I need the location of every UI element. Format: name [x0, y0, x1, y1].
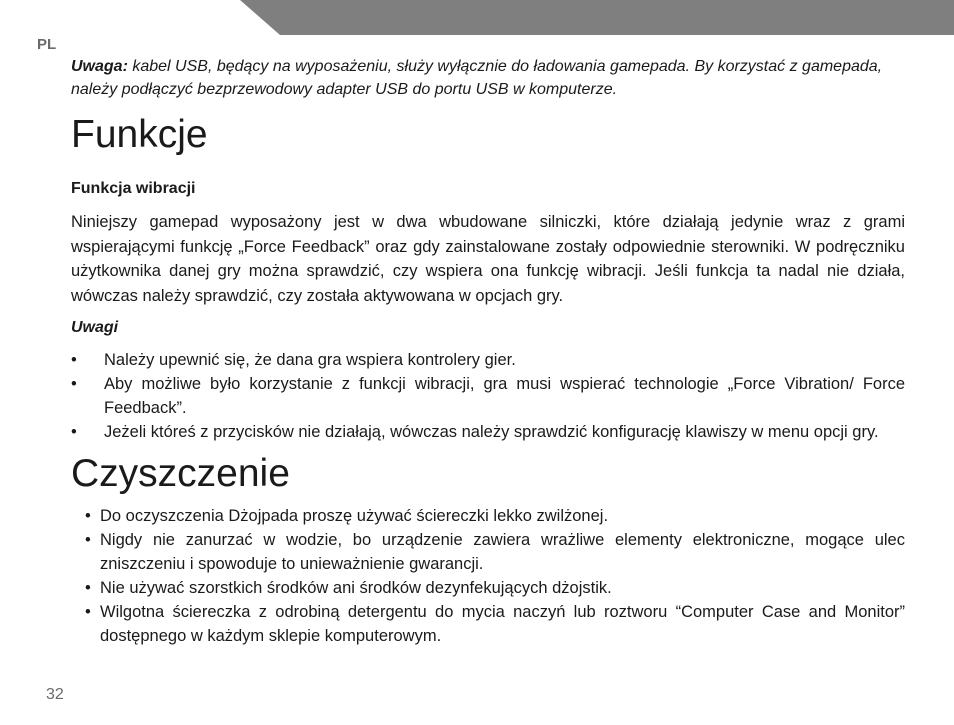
- page-content: [71, 55, 905, 648]
- note-text: kabel USB, będący na wyposażeniu, służy wyłącznie do ładowania gamepada. By korzystać z gamepada, należy podłączyć bezprzewodowy adapter USB do portu USB w komputerze.: [71, 58, 883, 98]
- subsection-title-vibration: Funkcja wibracji: [71, 180, 196, 197]
- list-item-text: Należy upewnić się, że dana gra wspiera kontrolery gier.: [104, 351, 516, 369]
- list-item-text: Nie używać szorstkich środków ani środków dezynfekujących dżojstik.: [100, 579, 612, 597]
- list-item: [85, 600, 905, 648]
- list-item: [85, 576, 905, 600]
- bullet-icon: •: [71, 375, 77, 393]
- header-band: [240, 0, 954, 35]
- list-item-text: Wilgotna ściereczka z odrobiną detergentu do mycia naczyń lub roztworu “Computer Case and Monitor” dostępnego w każdym sklepie komputerowym.: [100, 603, 905, 645]
- notes-list: [71, 348, 905, 444]
- bullet-icon: •: [85, 507, 91, 525]
- list-item: [71, 420, 905, 444]
- list-item-text: Aby możliwe było korzystanie z funkcji wibracji, gra musi wspierać technologie „Force Vibration/ Force Feedback”.: [104, 375, 905, 417]
- usb-note: [71, 55, 905, 101]
- bullet-icon: •: [85, 603, 91, 621]
- notes-title: Uwagi: [71, 319, 119, 336]
- list-item: [71, 372, 905, 420]
- bullet-icon: •: [85, 579, 91, 597]
- cleaning-list: [85, 504, 905, 648]
- list-item-text: Do oczyszczenia Dżojpada proszę używać ściereczki lekko zwilżonej.: [100, 507, 609, 525]
- section-title-funkcje: Funkcje: [71, 113, 208, 156]
- page-number: 32: [46, 686, 64, 703]
- bullet-icon: •: [71, 423, 77, 441]
- language-label: PL: [37, 36, 57, 53]
- bullet-icon: •: [85, 531, 91, 549]
- list-item: [85, 504, 905, 528]
- list-item: [85, 528, 905, 576]
- list-item-text: Jeżeli któreś z przycisków nie działają, wówczas należy sprawdzić konfigurację klawiszy w menu opcji gry.: [104, 423, 879, 441]
- bullet-icon: •: [71, 351, 77, 369]
- note-label: Uwaga:: [71, 58, 128, 75]
- list-item: [71, 348, 905, 372]
- vibration-paragraph: Niniejszy gamepad wyposażony jest w dwa wbudowane silniczki, które działają jedynie wraz z grami wspierającymi funkcję „Force Feedback” oraz gdy zainstalowane zostały odpowiednie sterowniki. W podręczniku użytkownika danej gry można sprawdzić, czy wspiera ona funkcję wibracji. Jeśli funkcja ta nadal nie działa, wówczas należy sprawdzić, czy została aktywowana w opcjach gry.: [71, 213, 905, 305]
- list-item-text: Nigdy nie zanurzać w wodzie, bo urządzenie zawiera wrażliwe elementy elektroniczne, mogące ulec zniszczeniu i spowoduje to unieważnienie gwarancji.: [100, 531, 905, 573]
- section-title-czyszczenie: Czyszczenie: [71, 452, 290, 495]
